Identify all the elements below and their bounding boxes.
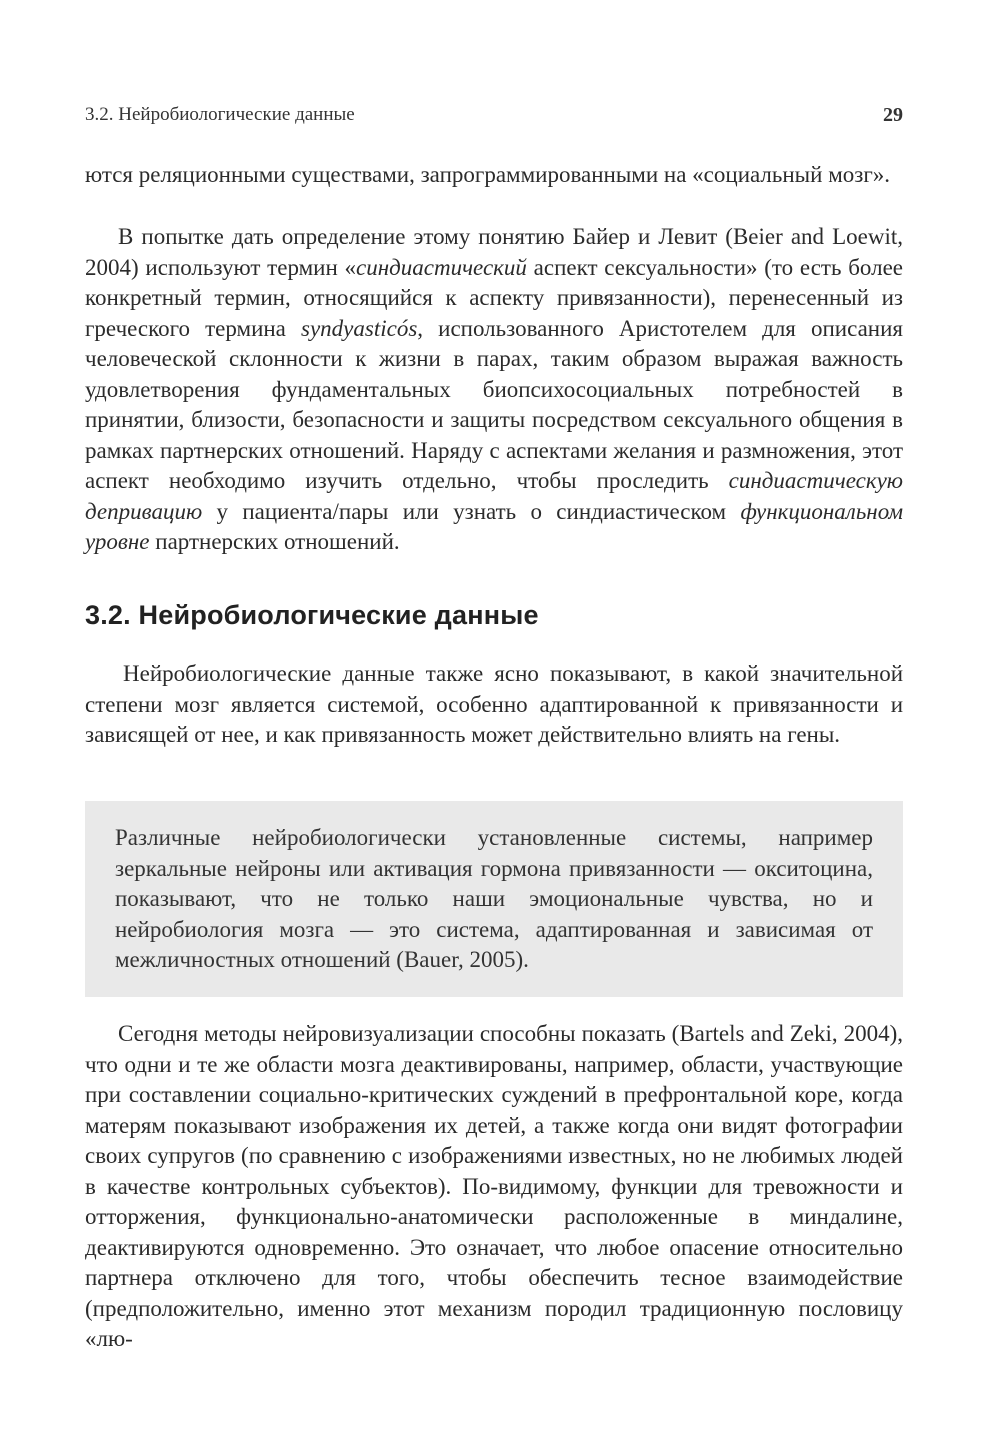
paragraph-neuroimaging: Сегодня методы нейровизуализации способны показать (Bartels and Zeki, 2004), что одни и те же области мозга деактивированы, например, области, участвующие при составлении социально-критических суждений в префронтальной коре, когда матерям показывают изображения их детей, а также когда они видят фотографии своих супругов (по сравнению с изображениями известных, но не любимых людей в качестве контрольных субъектов). По-видимому, функции для тревожности и отторжения, функционально-анатомически расположенные в миндалине, деактивируются одновременно. Это означает, что любое опасение относительно партнера отключено для того, чтобы обеспечить тесное взаимодействие (предположительно, именно этот механизм породил традиционную пословицу «лю- [85, 1021, 903, 1351]
p2-text-5: партнерских отношений. [149, 529, 400, 554]
p2-term-syndyastic: синдиастический [356, 254, 527, 280]
p2-term-greek: syndyasticós [301, 315, 418, 341]
p2-text-3: , использованного Аристотелем для описания человеческой склонности к жизни в парах, таким образом выражая важность удовлетворения фундаментальных биопсихосоциальных потребностей в принятии, близости, безопасности и защиты посредством сексуального общения в рамках партнерских отношений. Наряду с аспектами желания и размножения, этот аспект необходимо изучить отдельно, чтобы проследить [85, 315, 903, 493]
section-heading: 3.2. Нейробиологические данные [85, 600, 539, 630]
running-header [85, 104, 903, 130]
p2-term-functional-level: функциональном уровне [85, 498, 903, 554]
paragraph-continuation: ются реляционными существами, запрограммированными на «социальный мозг». [85, 162, 891, 187]
p2-term-deprivation: синдиастическую депривацию [85, 468, 903, 524]
p2-text-1: В попытке дать определение этому понятию Байер и Левит (Beier and Loewit, 2004) используют термин « [85, 224, 903, 280]
page-number: 29 [883, 104, 903, 126]
callout-box [85, 801, 903, 997]
p2-text-2: аспект сексуальности» (то есть более конкретный термин, относящийся к аспекту привязанности), перенесенный из греческого термина [85, 254, 903, 341]
paragraph-syndyastic [85, 222, 903, 558]
paragraph-neurobiology: Нейробиологические данные также ясно показывают, в какой значительной степени мозг является системой, особенно адаптированной к привязанности и зависящей от нее, и как привязанность может действительно влиять на гены. [85, 661, 903, 747]
callout-text: Различные нейробиологически установленные системы, например зеркальные нейроны или активация гормона привязанности — окситоцина, показывают, что не только наши эмоциональные чувства, но и нейробиология мозга — это система, адаптированная и зависимая от межличностных отношений (Bauer, 2005). [115, 825, 873, 972]
running-header-title: 3.2. Нейробиологические данные [85, 104, 355, 125]
p2-text-4: у пациента/пары или узнать о синдиастическом [202, 498, 741, 524]
